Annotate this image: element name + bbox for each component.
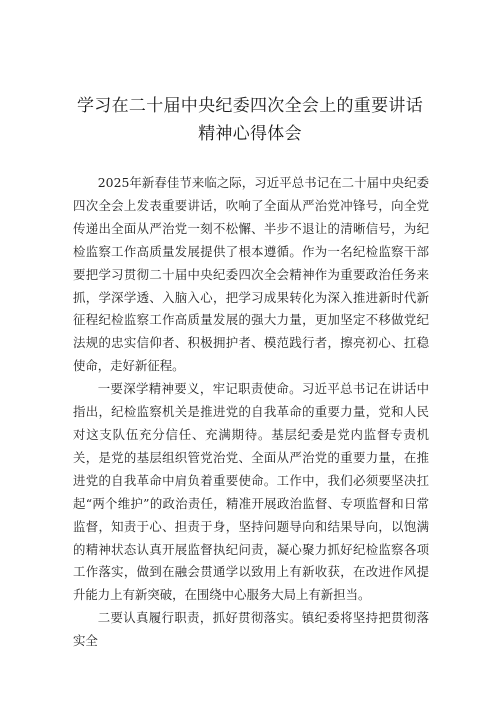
paragraph: 一要深学精神要义，牢记职责使命。习近平总书记在讲话中指出，纪检监察机关是推进党的自我革命的重要力量，党和人民对这支队伍充分信任、充满期待。基层纪委是党内监督专责机关，是党的基层组织管党治党、全面从严治党的重要力量，在推进党的自我革命中肩负着重要使命。工作中，我们必须要坚决扛起“两个维护”的政治责任，精准开展政治监督、专项监督和日常监督，知责于心、担责于身，坚持问题导向和结果导向，以饱满的精神状态认真开展监督执纪问责，凝心聚力抓好纪检监察各项工作落实，做到在融会贯通学以致用上有新收获，在改进作风提升能力上有新突破，在围绕中心服务大局上有新担当。	[73, 381, 429, 603]
document-title: 学习在二十届中央纪委四次全会上的重要讲话精神心得体会	[77, 96, 423, 144]
paragraph: 2025年新春佳节来临之际，习近平总书记在二十届中央纪委四次全会上发表重要讲话，吹响了全面从严治党冲锋号，向全党传递出全面从严治党一刻不松懈、半步不退让的清晰信号，为纪检监察工作高质量发展提供了根本遵循。作为一名纪检监察干部要把学习贯彻二十届中央纪委四次全会精神作为重要政治任务来抓，学深学透、入脑入心，把学习成果转化为深入推进新时代新征程纪检监察工作高质量发展的强大力量，更加坚定不移做党纪法规的忠实信仰者、积极拥护者、模范践行者，擦亮初心、扛稳使命，走好新征程。	[73, 175, 429, 374]
paragraph: 二要认真履行职责，抓好贯彻落实。镇纪委将坚持把贯彻落实全	[73, 610, 429, 649]
document-body	[73, 172, 429, 653]
